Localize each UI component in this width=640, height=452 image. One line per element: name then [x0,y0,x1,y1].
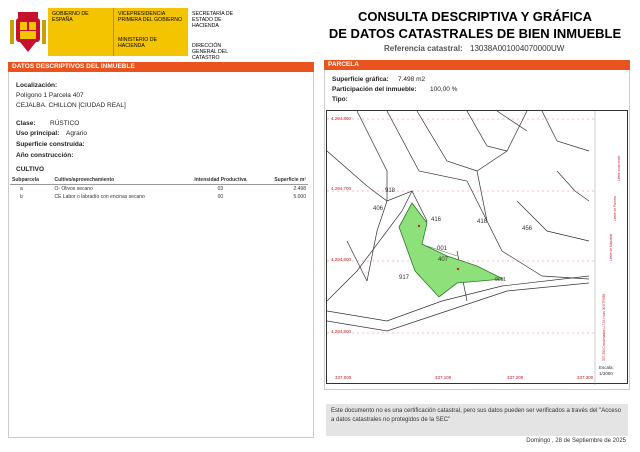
y-label-2: 4.294.700 [331,186,352,191]
participacion-value: 100,00 % [430,86,458,93]
clase-value: RÚSTICO [50,120,80,127]
col-intensidad: Intensidad Productiva [182,176,259,185]
participacion-label: Participación del inmueble: [332,86,417,93]
direccion-label: DIRECCIÓN GENERAL DEL CATASTRO [192,43,228,61]
col-subparcela: Subparcela [10,176,52,185]
localizacion-label: Localización: [16,82,58,89]
tipo-label: Tipo: [332,96,348,103]
footer-date: Domingo , 28 de Septiembre de 2025 [526,438,626,444]
y-label-3: 4.294.600 [331,257,352,262]
parcela-section-header: PARCELA [324,60,630,70]
scale-value: 1/3000 [599,371,613,376]
col-superficie: Superficie m² [259,176,308,185]
descriptive-section-header: DATOS DESCRIPTIVOS DEL INMUEBLE [8,62,314,72]
y-label-4: 4.294.500 [331,329,352,334]
cultivo-table [10,176,308,201]
cultivo-title: CULTIVO [16,166,45,173]
cadastral-map[interactable] [326,110,628,384]
y-label-1: 4.294.800 [331,116,352,121]
ref-value: 13038A001004070000UW [470,44,565,53]
title-line-1: CONSULTA DESCRIPTIVA Y GRÁFICA [357,9,592,24]
localizacion-line-2: CEJALBA. CHILLON [CIUDAD REAL] [16,102,126,109]
uso-value: Agrario [66,130,87,137]
map-canvas [327,111,629,385]
coat-of-arms-icon [8,8,48,56]
uso-label: Uso principal: [16,130,60,137]
parcel-label: 001 [437,246,448,252]
svg-text:Límite de Manzana: Límite de Manzana [609,233,613,261]
parcel-label: 406 [373,206,384,212]
sup-grafica-value: 7.498 m2 [398,76,426,83]
gov-name: GOBIERNO DE ESPAÑA [52,11,89,23]
disclaimer-notice: Este documento no es una certificación catastral, pero sus datos pueden ser verificados a través del "Acceso a datos catastrales no protegidos de la SEC" [326,404,628,436]
page-title [320,8,630,42]
x-label-2: 337.100 [435,375,452,380]
table-row: b CE Labor o labradío con encinas secano 00 5.000 [20,194,306,200]
ministry-banner [48,8,244,61]
parcel-label: 418 [477,219,488,225]
parcel-407-shape [399,203,503,297]
ref-label: Referencia catastral: [384,44,463,53]
ministry-label: MINISTERIO DE HACIENDA [118,37,157,49]
localizacion-line-1: Polígono 1 Parcela 407 [16,92,84,99]
government-header [8,6,250,61]
vicepresidency-label: VICEPRESIDENCIA PRIMERA DEL GOBIERNO [118,11,183,23]
parcel-label: 456 [522,226,533,232]
parcel-label-407: 407 [438,257,449,263]
parcel-label: 917 [399,275,410,281]
x-label-4: 337.300 [577,375,594,380]
clase-label: Clase: [16,120,36,127]
svg-text:Límite de Parcela: Límite de Parcela [613,196,617,221]
table-row: a O- Olivos secano 03 2.498 [20,186,306,192]
superficie-construida-label: Superficie construida: [16,141,85,148]
title-line-2: DE DATOS CATASTRALES DE BIEN INMUEBLE [328,26,622,41]
x-label-3: 337.200 [507,375,524,380]
svg-text:Límite zona verde: Límite zona verde [617,155,621,181]
anio-construccion-label: Año construcción: [16,152,74,159]
parcel-label: 918 [385,188,396,194]
parcel-label: 9011 [495,277,506,283]
secretaria-label: SECRETARÍA DE ESTADO DE HACIENDA [192,11,234,29]
col-cultivo: Cultivo/aprovechamiento [52,176,181,185]
scale-label: Escala: [599,365,614,370]
sup-grafica-label: Superficie gráfica: [332,76,389,83]
x-label-1: 337.000 [335,375,352,380]
svg-text:337.300 Coordenadas U.T.M. Hus: 337.300 Coordenadas U.T.M. Huso 30 ETRS89 [602,293,606,361]
parcel-label: 416 [431,217,442,223]
